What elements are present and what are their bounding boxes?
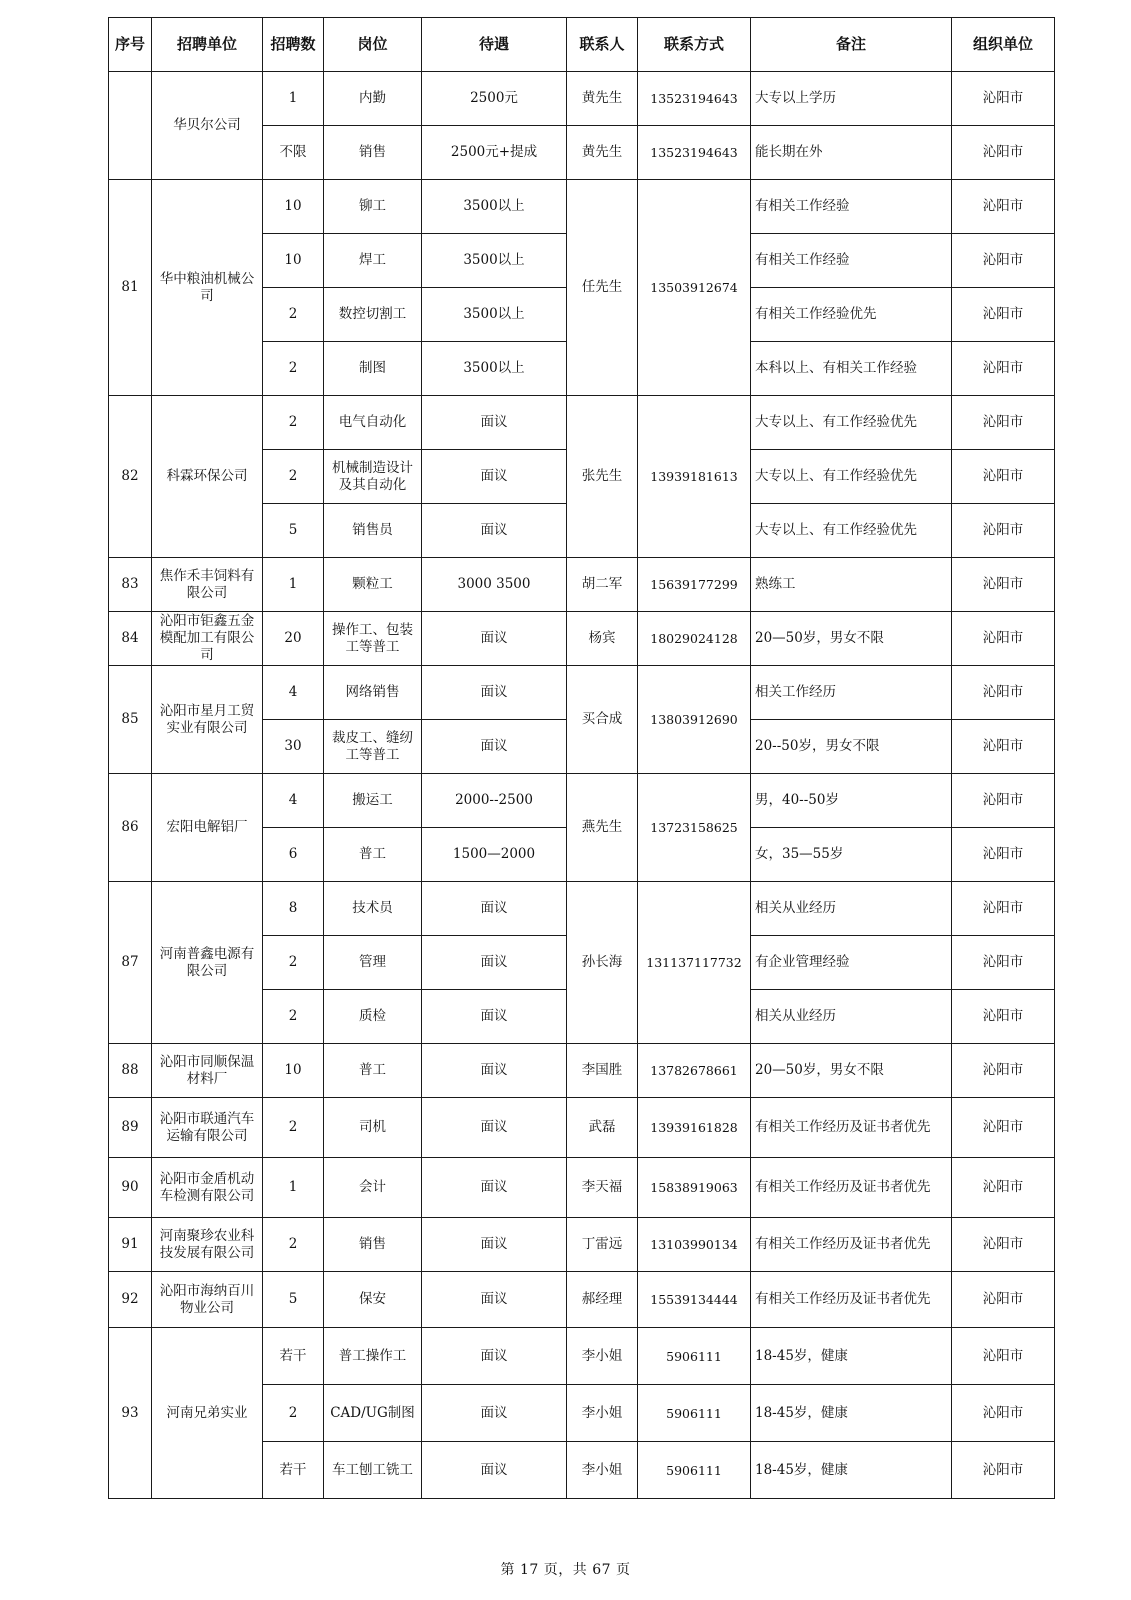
company-name: 焦作禾丰饲料有限公司 — [152, 558, 263, 612]
job-note: 大专以上、有工作经验优先 — [751, 396, 952, 450]
contact-phone: 5906111 — [638, 1442, 751, 1499]
job-note: 有相关工作经验优先 — [751, 288, 952, 342]
contact-person: 李小姐 — [567, 1442, 638, 1499]
table-row — [109, 180, 1055, 234]
organizer: 沁阳市 — [952, 1044, 1055, 1098]
contact-person: 李小姐 — [567, 1385, 638, 1442]
hire-count: 2 — [263, 1385, 324, 1442]
contact-person: 杨宾 — [567, 612, 638, 666]
row-number: 93 — [109, 1328, 152, 1499]
job-note: 女，35—55岁 — [751, 828, 952, 882]
job-note: 相关从业经历 — [751, 882, 952, 936]
organizer: 沁阳市 — [952, 882, 1055, 936]
job-post: 普工 — [324, 828, 422, 882]
page-footer: 第 17 页，共 67 页 — [500, 1562, 631, 1578]
job-pay: 面议 — [422, 1442, 567, 1499]
contact-person: 武磊 — [567, 1098, 638, 1158]
contact-phone: 15539134444 — [638, 1272, 751, 1328]
hire-count: 2 — [263, 990, 324, 1044]
job-note: 有相关工作经历及证书者优先 — [751, 1098, 952, 1158]
header-org: 组织单位 — [952, 18, 1055, 72]
row-number: 85 — [109, 666, 152, 774]
job-note: 20—50岁，男女不限 — [751, 612, 952, 666]
table-row — [109, 666, 1055, 720]
hire-count: 10 — [263, 180, 324, 234]
hire-count: 2 — [263, 288, 324, 342]
job-note: 有企业管理经验 — [751, 936, 952, 990]
company-name: 沁阳市海纳百川物业公司 — [152, 1272, 263, 1328]
job-note: 相关工作经历 — [751, 666, 952, 720]
job-pay: 面议 — [422, 1385, 567, 1442]
table-row — [109, 612, 1055, 666]
table-row — [109, 1218, 1055, 1272]
company-name: 华贝尔公司 — [152, 72, 263, 180]
contact-phone: 13723158625 — [638, 774, 751, 882]
row-number: 84 — [109, 612, 152, 666]
job-note: 18-45岁，健康 — [751, 1328, 952, 1385]
hire-count: 6 — [263, 828, 324, 882]
job-note: 18-45岁，健康 — [751, 1442, 952, 1499]
contact-phone: 13503912674 — [638, 180, 751, 396]
header-phone: 联系方式 — [638, 18, 751, 72]
organizer: 沁阳市 — [952, 1328, 1055, 1385]
contact-person: 买合成 — [567, 666, 638, 774]
organizer: 沁阳市 — [952, 1098, 1055, 1158]
contact-person: 胡二军 — [567, 558, 638, 612]
header-count: 招聘数 — [263, 18, 324, 72]
job-post: 技术员 — [324, 882, 422, 936]
job-note: 本科以上、有相关工作经验 — [751, 342, 952, 396]
hire-count: 5 — [263, 1272, 324, 1328]
hire-count: 8 — [263, 882, 324, 936]
hire-count: 4 — [263, 666, 324, 720]
job-post: 销售员 — [324, 504, 422, 558]
header-pay: 待遇 — [422, 18, 567, 72]
job-post: 制图 — [324, 342, 422, 396]
organizer: 沁阳市 — [952, 1272, 1055, 1328]
contact-person: 张先生 — [567, 396, 638, 558]
table-row — [109, 396, 1055, 450]
contact-phone: 15838919063 — [638, 1158, 751, 1218]
job-pay: 3500以上 — [422, 234, 567, 288]
job-post: 网络销售 — [324, 666, 422, 720]
contact-phone: 13103990134 — [638, 1218, 751, 1272]
job-pay: 面议 — [422, 990, 567, 1044]
organizer: 沁阳市 — [952, 990, 1055, 1044]
table-row — [109, 1098, 1055, 1158]
job-pay: 面议 — [422, 1158, 567, 1218]
job-note: 有相关工作经历及证书者优先 — [751, 1272, 952, 1328]
job-note: 相关从业经历 — [751, 990, 952, 1044]
contact-phone: 18029024128 — [638, 612, 751, 666]
company-name: 宏阳电解铝厂 — [152, 774, 263, 882]
job-note: 20--50岁，男女不限 — [751, 720, 952, 774]
organizer: 沁阳市 — [952, 612, 1055, 666]
organizer: 沁阳市 — [952, 1442, 1055, 1499]
job-pay: 2000--2500 — [422, 774, 567, 828]
job-post: 电气自动化 — [324, 396, 422, 450]
hire-count: 2 — [263, 1218, 324, 1272]
job-post: 裁皮工、缝纫工等普工 — [324, 720, 422, 774]
row-number: 91 — [109, 1218, 152, 1272]
organizer: 沁阳市 — [952, 1218, 1055, 1272]
header-no: 序号 — [109, 18, 152, 72]
contact-phone: 131137117732 — [638, 882, 751, 1044]
organizer: 沁阳市 — [952, 828, 1055, 882]
row-number: 89 — [109, 1098, 152, 1158]
header-row — [109, 18, 1055, 72]
company-name: 沁阳市同顺保温材料厂 — [152, 1044, 263, 1098]
job-post: 司机 — [324, 1098, 422, 1158]
job-pay: 面议 — [422, 1328, 567, 1385]
contact-person: 郝经理 — [567, 1272, 638, 1328]
table-body — [109, 72, 1055, 1499]
contact-phone: 15639177299 — [638, 558, 751, 612]
contact-phone: 5906111 — [638, 1328, 751, 1385]
company-name: 沁阳市星月工贸实业有限公司 — [152, 666, 263, 774]
job-pay: 3000 3500 — [422, 558, 567, 612]
company-name: 沁阳市钜鑫五金模配加工有限公司 — [152, 612, 263, 666]
job-note: 20—50岁，男女不限 — [751, 1044, 952, 1098]
job-post: 操作工、包装工等普工 — [324, 612, 422, 666]
job-pay: 面议 — [422, 1218, 567, 1272]
contact-phone: 13523194643 — [638, 126, 751, 180]
job-note: 大专以上、有工作经验优先 — [751, 450, 952, 504]
table-row — [109, 558, 1055, 612]
row-number: 82 — [109, 396, 152, 558]
organizer: 沁阳市 — [952, 126, 1055, 180]
table-row — [109, 1044, 1055, 1098]
table-row — [109, 1328, 1055, 1385]
job-post: 铆工 — [324, 180, 422, 234]
contact-person: 任先生 — [567, 180, 638, 396]
job-post: 车工刨工铣工 — [324, 1442, 422, 1499]
recruitment-sheet — [108, 17, 1054, 1499]
organizer: 沁阳市 — [952, 288, 1055, 342]
job-pay: 面议 — [422, 1044, 567, 1098]
organizer: 沁阳市 — [952, 504, 1055, 558]
row-number — [109, 72, 152, 180]
job-pay: 面议 — [422, 720, 567, 774]
job-note: 大专以上学历 — [751, 72, 952, 126]
hire-count: 不限 — [263, 126, 324, 180]
company-name: 沁阳市联通汽车运输有限公司 — [152, 1098, 263, 1158]
job-post: 机械制造设计及其自动化 — [324, 450, 422, 504]
company-name: 河南普鑫电源有限公司 — [152, 882, 263, 1044]
organizer: 沁阳市 — [952, 936, 1055, 990]
job-post: 内勤 — [324, 72, 422, 126]
header-note: 备注 — [751, 18, 952, 72]
organizer: 沁阳市 — [952, 180, 1055, 234]
job-pay: 面议 — [422, 450, 567, 504]
contact-phone: 13939161828 — [638, 1098, 751, 1158]
recruitment-table — [108, 17, 1055, 1499]
job-post: 数控切割工 — [324, 288, 422, 342]
job-pay: 3500以上 — [422, 288, 567, 342]
job-pay: 面议 — [422, 936, 567, 990]
job-note: 男，40--50岁 — [751, 774, 952, 828]
organizer: 沁阳市 — [952, 72, 1055, 126]
company-name: 河南兄弟实业 — [152, 1328, 263, 1499]
job-post: 销售 — [324, 126, 422, 180]
table-row — [109, 1158, 1055, 1218]
contact-phone: 5906111 — [638, 1385, 751, 1442]
job-post: 管理 — [324, 936, 422, 990]
header-company: 招聘单位 — [152, 18, 263, 72]
table-row — [109, 882, 1055, 936]
hire-count: 2 — [263, 450, 324, 504]
contact-person: 黄先生 — [567, 72, 638, 126]
hire-count: 1 — [263, 558, 324, 612]
contact-person: 丁雷远 — [567, 1218, 638, 1272]
contact-phone: 13939181613 — [638, 396, 751, 558]
job-note: 有相关工作经历及证书者优先 — [751, 1158, 952, 1218]
table-row — [109, 1272, 1055, 1328]
job-post: 搬运工 — [324, 774, 422, 828]
row-number: 81 — [109, 180, 152, 396]
hire-count: 2 — [263, 342, 324, 396]
job-post: 普工 — [324, 1044, 422, 1098]
hire-count: 4 — [263, 774, 324, 828]
organizer: 沁阳市 — [952, 720, 1055, 774]
contact-person: 李国胜 — [567, 1044, 638, 1098]
job-post: 保安 — [324, 1272, 422, 1328]
organizer: 沁阳市 — [952, 1385, 1055, 1442]
organizer: 沁阳市 — [952, 342, 1055, 396]
contact-person: 李小姐 — [567, 1328, 638, 1385]
job-post: 焊工 — [324, 234, 422, 288]
job-post: CAD/UG制图 — [324, 1385, 422, 1442]
company-name: 河南聚珍农业科技发展有限公司 — [152, 1218, 263, 1272]
job-note: 18-45岁，健康 — [751, 1385, 952, 1442]
hire-count: 10 — [263, 1044, 324, 1098]
job-post: 会计 — [324, 1158, 422, 1218]
organizer: 沁阳市 — [952, 666, 1055, 720]
contact-person: 黄先生 — [567, 126, 638, 180]
organizer: 沁阳市 — [952, 774, 1055, 828]
job-post: 颗粒工 — [324, 558, 422, 612]
company-name: 沁阳市金盾机动车检测有限公司 — [152, 1158, 263, 1218]
row-number: 90 — [109, 1158, 152, 1218]
organizer: 沁阳市 — [952, 1158, 1055, 1218]
header-contact: 联系人 — [567, 18, 638, 72]
job-post: 普工操作工 — [324, 1328, 422, 1385]
row-number: 83 — [109, 558, 152, 612]
job-pay: 面议 — [422, 612, 567, 666]
job-note: 能长期在外 — [751, 126, 952, 180]
job-note: 有相关工作经验 — [751, 234, 952, 288]
job-pay: 1500—2000 — [422, 828, 567, 882]
contact-phone: 13523194643 — [638, 72, 751, 126]
table-row — [109, 72, 1055, 126]
hire-count: 2 — [263, 1098, 324, 1158]
job-pay: 面议 — [422, 882, 567, 936]
hire-count: 1 — [263, 1158, 324, 1218]
row-number: 86 — [109, 774, 152, 882]
table-row — [109, 774, 1055, 828]
organizer: 沁阳市 — [952, 396, 1055, 450]
organizer: 沁阳市 — [952, 558, 1055, 612]
contact-phone: 13803912690 — [638, 666, 751, 774]
job-note: 熟练工 — [751, 558, 952, 612]
job-pay: 3500以上 — [422, 342, 567, 396]
contact-person: 李天福 — [567, 1158, 638, 1218]
job-pay: 面议 — [422, 1098, 567, 1158]
contact-phone: 13782678661 — [638, 1044, 751, 1098]
company-name: 华中粮油机械公司 — [152, 180, 263, 396]
job-pay: 2500元 — [422, 72, 567, 126]
hire-count: 30 — [263, 720, 324, 774]
company-name: 科霖环保公司 — [152, 396, 263, 558]
organizer: 沁阳市 — [952, 450, 1055, 504]
job-pay: 2500元+提成 — [422, 126, 567, 180]
job-note: 有相关工作经验 — [751, 180, 952, 234]
contact-person: 孙长海 — [567, 882, 638, 1044]
header-post: 岗位 — [324, 18, 422, 72]
job-pay: 面议 — [422, 1272, 567, 1328]
hire-count: 1 — [263, 72, 324, 126]
hire-count: 若干 — [263, 1442, 324, 1499]
row-number: 88 — [109, 1044, 152, 1098]
hire-count: 5 — [263, 504, 324, 558]
row-number: 92 — [109, 1272, 152, 1328]
job-pay: 面议 — [422, 504, 567, 558]
row-number: 87 — [109, 882, 152, 1044]
job-pay: 3500以上 — [422, 180, 567, 234]
job-pay: 面议 — [422, 666, 567, 720]
job-pay: 面议 — [422, 396, 567, 450]
contact-person: 燕先生 — [567, 774, 638, 882]
hire-count: 若干 — [263, 1328, 324, 1385]
job-post: 销售 — [324, 1218, 422, 1272]
job-note: 有相关工作经历及证书者优先 — [751, 1218, 952, 1272]
organizer: 沁阳市 — [952, 234, 1055, 288]
hire-count: 20 — [263, 612, 324, 666]
job-note: 大专以上、有工作经验优先 — [751, 504, 952, 558]
hire-count: 10 — [263, 234, 324, 288]
job-post: 质检 — [324, 990, 422, 1044]
hire-count: 2 — [263, 396, 324, 450]
hire-count: 2 — [263, 936, 324, 990]
